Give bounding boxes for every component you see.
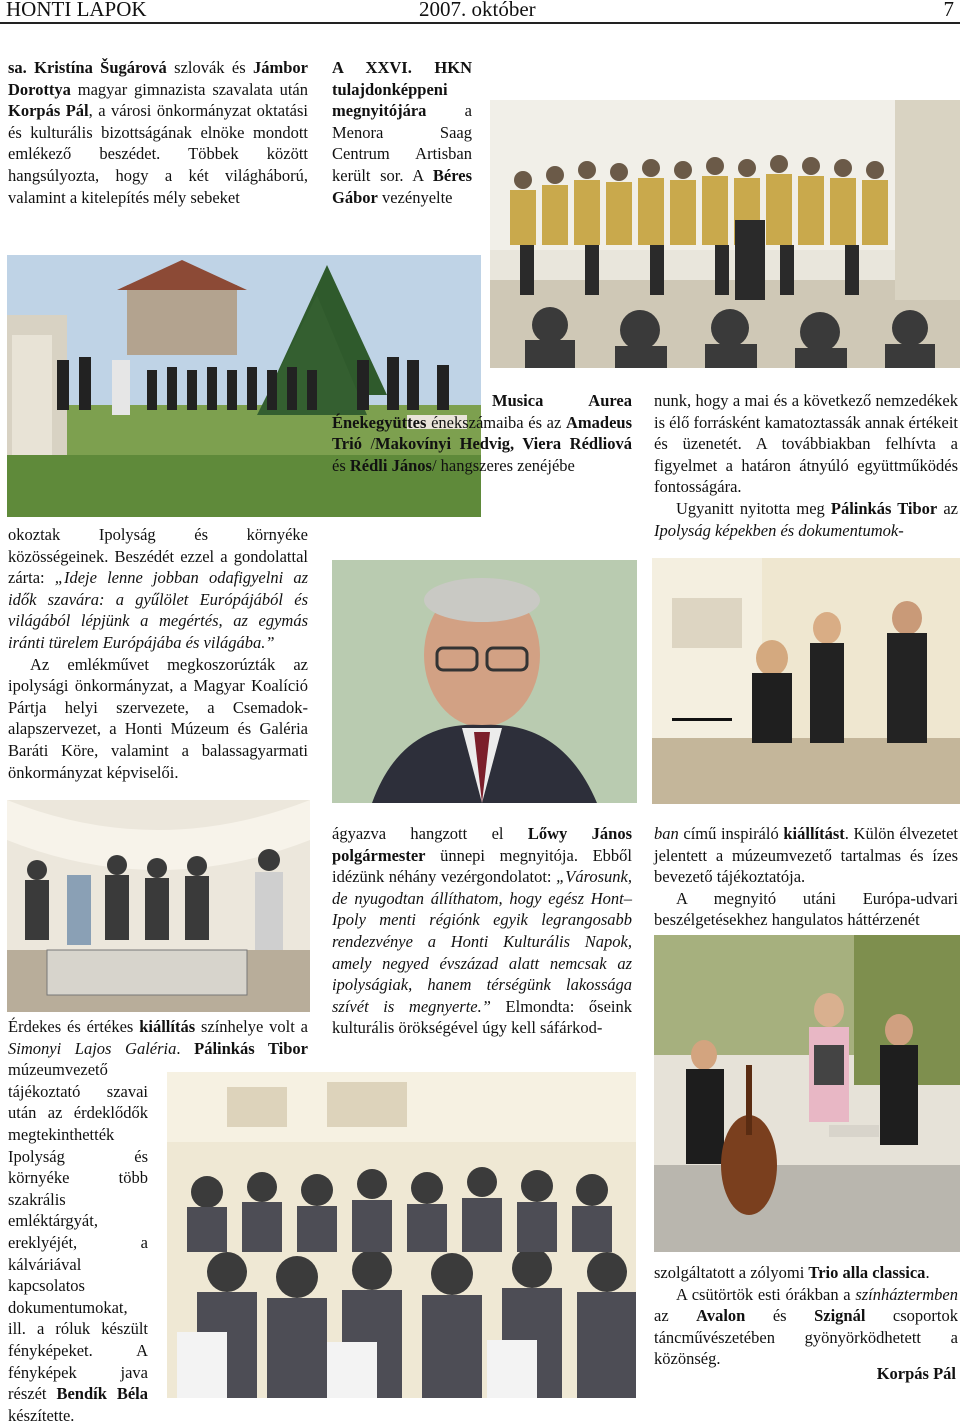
memorial-photo: [7, 255, 481, 517]
musicians-photo: [652, 558, 960, 804]
paragraph: A XXVI. HKN tulajdonképpeni megnyitójára a Menora Saag Centrum Artisban került sor. A Béres Gábor vezényelte: [332, 58, 472, 207]
paragraph: A csütörtök esti órákban a színháztermben az Avalon és Szignál csoportok táncművészetében gyönyörködhetett a közönség.: [654, 1284, 958, 1369]
choir-photo: [490, 100, 960, 368]
paragraph: sa. Kristína Šugárová szlovák és Jámbor Dorottya magyar gimnazista szavalata után Korpás Pál, a városi önkormányzat oktatási és kulturális bizottságának elnöke mondott emlékező beszédet. Többek között hangsúlyozta, hogy a két világháború, valamint a kitelepítés mély sebeket: [8, 58, 308, 207]
paragraph: szolgáltatott a zólyomi Trio alla classica.: [654, 1263, 930, 1282]
exhibition-photo: [7, 800, 310, 1012]
article-col1-bottom: [8, 1016, 308, 1426]
paragraph: okoztak Ipolyság és környéke közösségeinek. Beszédét ezzel a gondolattal zárta: „Ideje lenne jobban odafigyelni az idők szavára: a gyűlölet Európájából és világából lépjünk a megértés, az egymás iránti türelem Európájába és világába.”: [8, 525, 308, 652]
page-number: 7: [943, 0, 954, 21]
paragraph: nunk, hogy a mai és a következő nemzedékek is élő forrásként kamatoztassák annak értékeit és üzenetét. A továbbiakban felhívta a figyelmet a határon átnyúló együttműködés fontosságára.: [654, 391, 958, 497]
article-col2-top: [332, 57, 472, 208]
paragraph: ban című inspiráló kiállítást. Külön élvezetet jelentett a múzeumvezető tartalmas és ízes bevezető tájékoztatója.: [654, 824, 959, 887]
publication-name: HONTI LAPOK: [6, 0, 147, 21]
mayor-portrait-photo: [332, 560, 637, 803]
article-col2-mid: [332, 390, 632, 476]
author-signature: Korpás Pál: [876, 1364, 956, 1383]
issue-date: 2007. október: [419, 0, 536, 21]
page-header: [0, 0, 960, 24]
paragraph: ágyazva hangzott el Lőwy János polgármester ünnepi megnyitója. Ebből idézünk néhány vezérgondolatot: „Városunk, de nyugodtan állíthatom, hogy egész Hont–Ipoly menti régiónk egyik legrangosabb rendezvénye a Honti Kulturális Napok, amely negyed évszázad alatt nemcsak az ipolyságiak, hanem térségünk lakossága szívét is megnyerte.” Elmondta: őseink kulturális örökségével úgy kell sáfárkod-: [332, 824, 632, 1038]
article-col1-top: [8, 57, 308, 208]
paragraph: A megnyitó utáni Európa-udvari beszélgetésekhez hangulatos háttérzenét: [654, 888, 958, 930]
paragraph: Érdekes és értékes kiállítás színhelye volt a Simonyi Lajos Galéria. Pálinkás Tibor múzeumvezető tájékoztató szavai után az érdeklődők megtekinthették Ipolyság és környéke több szakrális emléktárgyát, ereklyéjét, a kálváriával kapcsolatos dokumentumokat, ill. a róluk készült fényképeket. A fényképek java részét Bendík Béla készítette.: [8, 1017, 308, 1425]
article-col3-end: [654, 1262, 958, 1370]
article-col1-mid: [8, 524, 308, 783]
trio-photo: [654, 935, 960, 1252]
paragraph: Musica Aurea Énekegyüttes énekszámaiba és az Amadeus Trió /Makovínyi Hedvig, Viera Rédliová és Rédli János/ hangszeres zenéjébe: [332, 391, 632, 475]
article-col3-bottom: [654, 823, 958, 931]
paragraph: Ugyanitt nyitotta meg Pálinkás Tibor az Ipolyság képekben és dokumentumok-: [654, 498, 959, 540]
article-col3-mid: [654, 390, 958, 541]
article-col2-bottom: [332, 823, 632, 1039]
paragraph: Az emlékművet megkoszorúzták az ipolysági önkormányzat, a Magyar Koalíció Pártja helyi szervezete, a Csemadok-alapszervezet, a Honti Múzeum és Galéria Baráti Köre, valamint a balassagyarmati önkormányzat képviselői.: [8, 654, 308, 782]
